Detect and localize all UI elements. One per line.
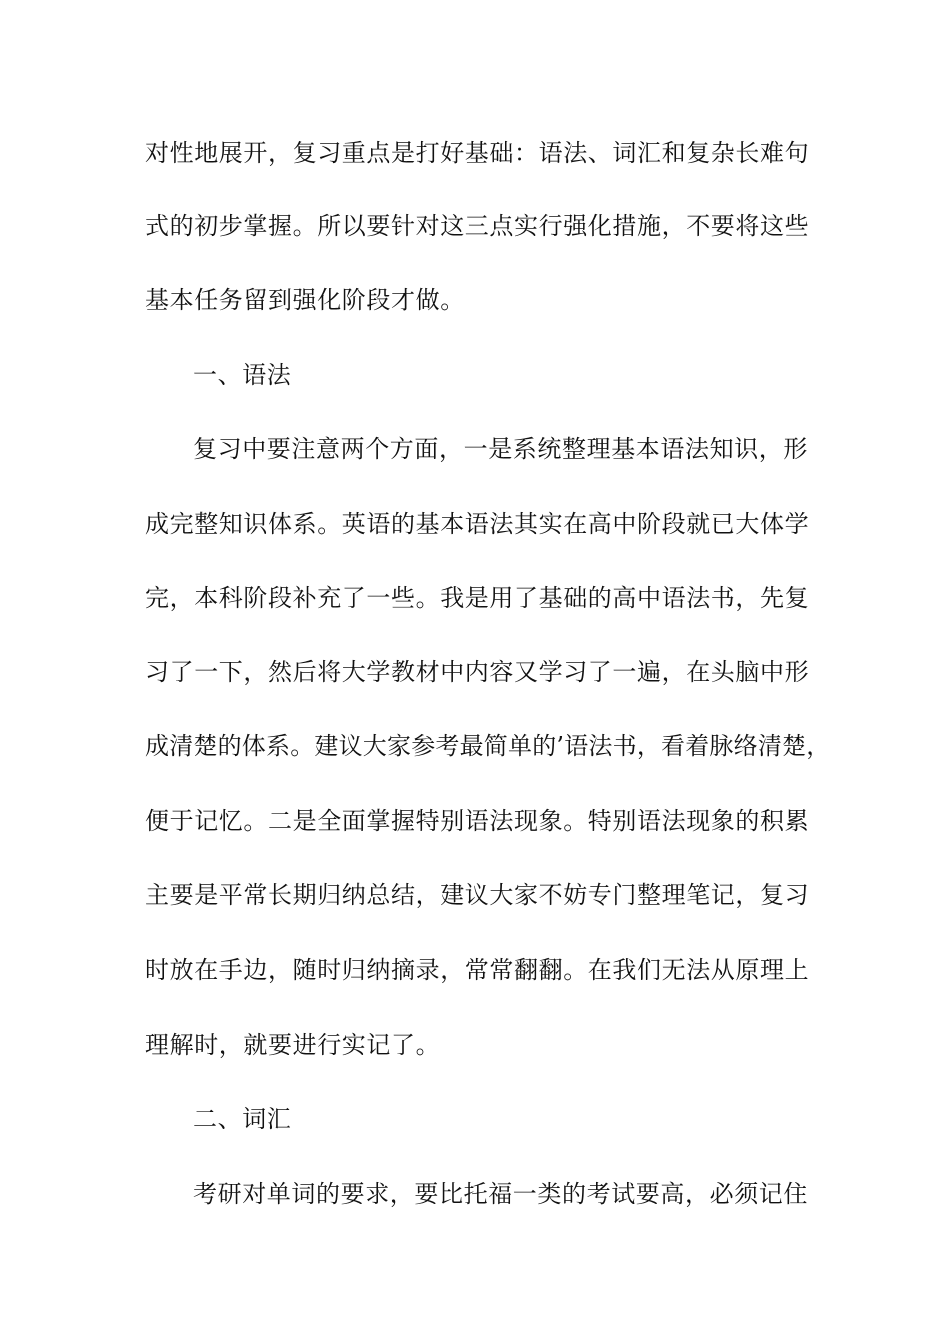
paragraph-line: 理解时，就要进行实记了。 [145, 1031, 441, 1059]
section-heading-grammar: 一、语法 [193, 361, 292, 389]
paragraph-line: 完，本科阶段补充了一些。我是用了基础的高中语法书，先复 [145, 584, 810, 612]
paragraph-line: 时放在手边，随时归纳摘录，常常翻翻。在我们无法从原理上 [145, 956, 810, 984]
paragraph-line: 式的初步掌握。所以要针对这三点实行强化措施，不要将这些 [145, 212, 810, 240]
paragraph-line: 成完整知识体系。英语的基本语法其实在高中阶段就已大体学 [145, 510, 810, 538]
paragraph-line: 成清楚的体系。建议大家参考最简单的’语法书，看着脉络清楚， [145, 732, 831, 760]
paragraph-line: 便于记忆。二是全面掌握特别语法现象。特别语法现象的积累 [145, 807, 810, 835]
paragraph-line: 习了一下，然后将大学教材中内容又学习了一遍，在头脑中形 [145, 658, 810, 686]
paragraph-line: 复习中要注意两个方面，一是系统整理基本语法知识，形 [193, 435, 808, 463]
section-heading-vocabulary: 二、词汇 [193, 1105, 292, 1133]
paragraph-line: 基本任务留到强化阶段才做。 [145, 286, 465, 314]
paragraph-line: 主要是平常长期归纳总结，建议大家不妨专门整理笔记，复习 [145, 881, 810, 909]
paragraph-line: 考研对单词的要求，要比托福一类的考试要高，必须记住 [193, 1180, 808, 1208]
paragraph-line: 对性地展开，复习重点是打好基础：语法、词汇和复杂长难句 [145, 139, 810, 167]
